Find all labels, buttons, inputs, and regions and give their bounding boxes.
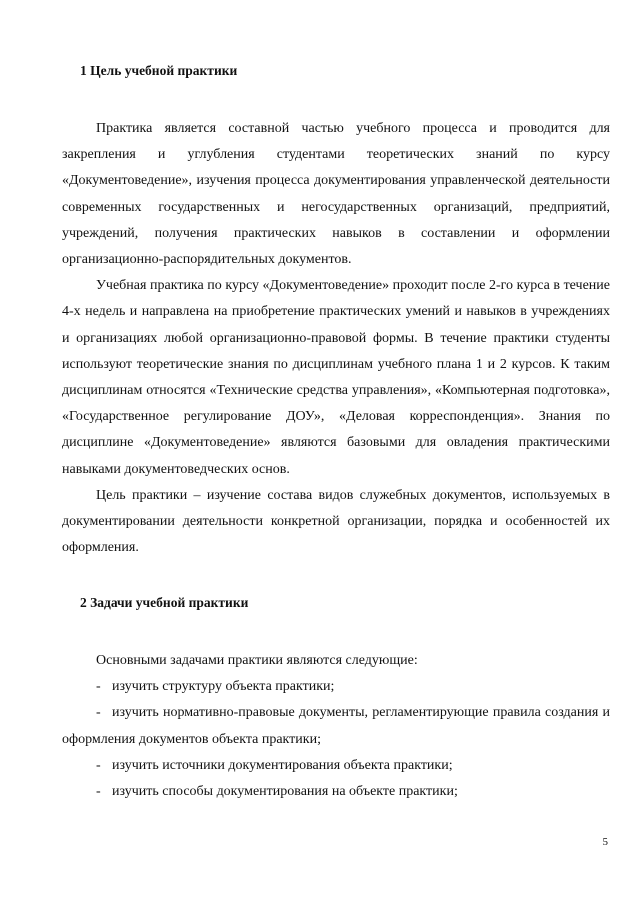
dash-bullet: - (96, 784, 101, 800)
dash-bullet: - (96, 757, 101, 773)
dash-bullet: - (96, 705, 101, 721)
section-1-paragraph: Учебная практика по курсу «Документоведение» проходит после 2-го курса в течение 4-х недель и направлена на приобретение практических умений и навыков в учреждениях и организациях любой организационно-правовой формы. В течение практики студенты используют теоретические знания по дисциплинам учебного плана 1 и 2 курсов. К таким дисциплинам относятся «Технические средства управления», «Компьютерная подготовка», «Государственное регулирование ДОУ», «Деловая корреспонденция». Знания по дисциплине «Документоведение» являются базовыми для овладения практическими навыками документоведческих основ. (62, 278, 610, 477)
section-1-paragraph: Цель практики – изучение состава видов служебных документов, используемых в документировании деятельности конкретной организации, порядка и особенностей их оформления. (62, 487, 610, 556)
dash-bullet: - (96, 679, 101, 695)
task-list-item (62, 700, 610, 752)
task-text: изучить источники документирования объекта практики; (112, 757, 453, 773)
section-2-heading: 2 Задачи учебной практики (80, 595, 249, 610)
task-text: изучить структуру объекта практики; (112, 679, 335, 695)
task-text: изучить способы документирования на объекте практики; (112, 784, 458, 800)
section-2-intro: Основными задачами практики являются следующие: (96, 653, 418, 668)
task-list-item (62, 753, 610, 779)
section-1-heading: 1 Цель учебной практики (80, 63, 238, 78)
section-2-body (62, 648, 610, 805)
task-list-item (62, 779, 610, 805)
section-1-body (62, 116, 610, 561)
page-number: 5 (602, 836, 608, 848)
task-list-item (62, 674, 610, 700)
section-1-paragraph: Практика является составной частью учебного процесса и проводится для закрепления и углубления студентами теоретических знаний по курсу «Документоведение», изучения процесса документирования управленческой деятельности современных государственных и негосударственных организаций, предприятий, учреждений, получения практических навыков в составлении и оформлении организационно-распорядительных документов. (62, 121, 610, 268)
task-text: изучить нормативно-правовые документы, регламентирующие правила создания и оформления документов объекта практики; (62, 705, 610, 747)
